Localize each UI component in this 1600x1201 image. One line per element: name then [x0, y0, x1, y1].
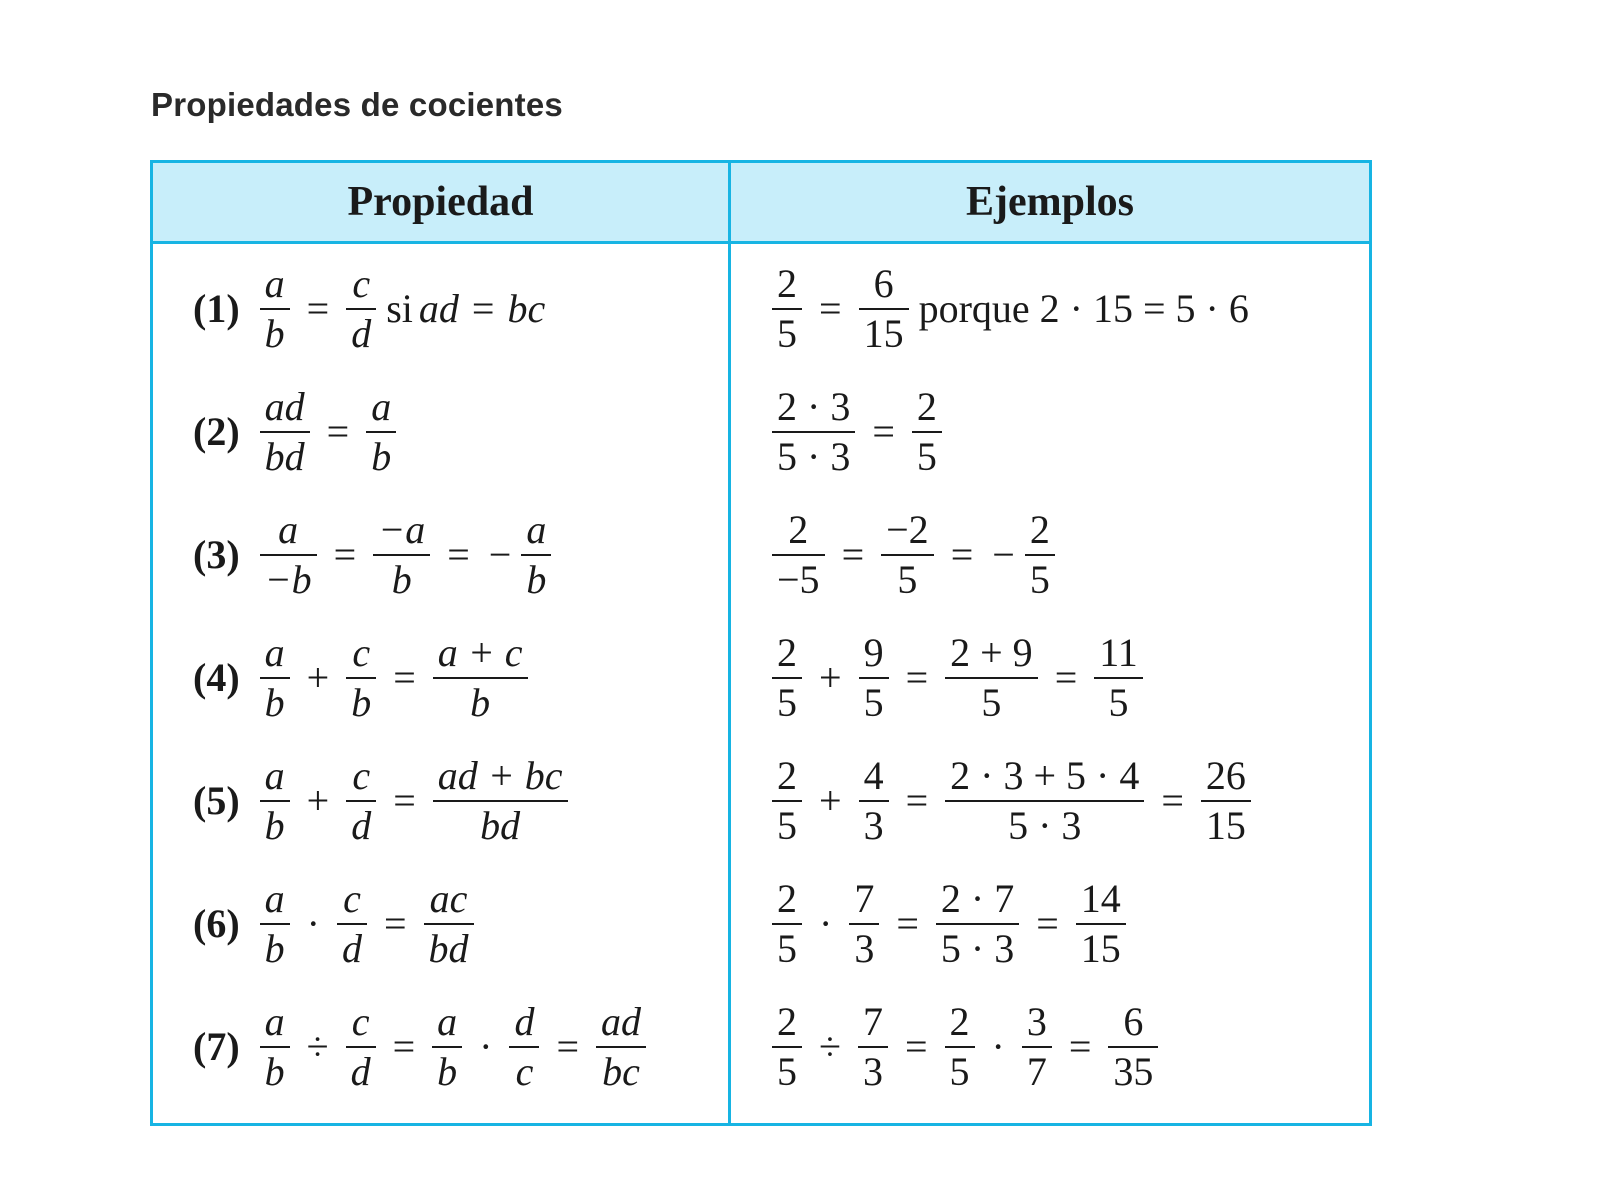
fraction — [346, 629, 376, 727]
denominator: 15 — [1080, 925, 1121, 971]
denominator: 5 — [777, 802, 797, 848]
denominator: 5 — [949, 1048, 970, 1094]
column-divider — [728, 163, 731, 1123]
property-cell — [193, 247, 723, 370]
numerator: a — [432, 998, 462, 1048]
operator: ÷ — [306, 1024, 329, 1069]
property-number: (7) — [193, 1024, 240, 1069]
fraction — [1076, 875, 1126, 973]
numerator: a — [260, 506, 317, 556]
denominator: 5 — [1108, 679, 1129, 725]
operator: = — [556, 1024, 580, 1069]
operator: = — [841, 532, 865, 577]
fraction — [521, 506, 551, 604]
property-number: (2) — [193, 409, 240, 454]
denominator: b — [264, 925, 285, 971]
math-text: − — [488, 532, 512, 577]
denominator: 5 · 3 — [940, 925, 1015, 971]
fraction — [849, 875, 879, 973]
operator: = — [392, 1024, 416, 1069]
example-cell — [768, 739, 1368, 862]
fraction — [433, 752, 568, 850]
property-cell — [193, 985, 723, 1108]
numerator: ad — [260, 383, 310, 433]
numerator: 2 · 3 + 5 · 4 — [945, 752, 1144, 802]
operator: · — [991, 1024, 1005, 1069]
math-expression: ad — [418, 286, 459, 331]
fraction — [772, 260, 802, 358]
page-title: Propiedades de cocientes — [151, 86, 563, 123]
operator: = — [393, 655, 416, 700]
numerator: 2 + 9 — [945, 629, 1038, 679]
property-cell — [193, 370, 723, 493]
fraction — [346, 998, 376, 1096]
denominator: b — [526, 556, 547, 602]
numerator: c — [337, 875, 367, 925]
numerator: c — [346, 998, 376, 1048]
denominator: b — [264, 310, 285, 356]
numerator: 2 — [772, 752, 802, 802]
numerator: −a — [373, 506, 430, 556]
numerator: c — [346, 629, 376, 679]
operator: = — [393, 778, 416, 823]
operator: ÷ — [819, 1024, 841, 1069]
denominator: 3 — [863, 802, 884, 848]
example-cell — [768, 370, 1368, 493]
denominator: bd — [428, 925, 469, 971]
fraction — [772, 506, 825, 604]
numerator: a — [366, 383, 396, 433]
fraction — [859, 752, 889, 850]
math-expression: bc — [507, 286, 546, 331]
denominator: b — [371, 433, 392, 479]
fraction — [433, 629, 528, 727]
numerator: a — [260, 752, 290, 802]
fraction — [772, 752, 802, 850]
denominator: b — [264, 679, 285, 725]
numerator: 2 — [772, 875, 802, 925]
fraction — [424, 875, 474, 973]
example-cell — [768, 247, 1368, 370]
property-number: (4) — [193, 655, 240, 700]
fraction — [1201, 752, 1251, 850]
operator: = — [326, 409, 350, 454]
numerator: 2 · 7 — [936, 875, 1019, 925]
numerator: a — [260, 998, 290, 1048]
denominator: bc — [602, 1048, 640, 1094]
example-cell — [768, 616, 1368, 739]
operator: + — [306, 655, 330, 700]
property-number: (5) — [193, 778, 240, 823]
operator: · — [819, 901, 833, 946]
property-cell — [193, 493, 723, 616]
denominator: d — [341, 925, 362, 971]
numerator: 14 — [1076, 875, 1126, 925]
operator: = — [950, 532, 974, 577]
numerator: 9 — [859, 629, 889, 679]
numerator: ac — [424, 875, 474, 925]
denominator: 5 — [981, 679, 1002, 725]
fraction — [260, 383, 310, 481]
fraction — [945, 752, 1144, 850]
quotient-properties-table — [150, 160, 1372, 1126]
numerator: 2 — [772, 506, 825, 556]
numerator: 4 — [859, 752, 889, 802]
fraction — [260, 875, 290, 973]
denominator: b — [391, 556, 412, 602]
denominator: 5 — [777, 310, 797, 356]
numerator: 2 — [1025, 506, 1055, 556]
denominator: 5 · 3 — [777, 433, 851, 479]
math-text: porque 2 · 15 = 5 · 6 — [918, 286, 1249, 331]
fraction — [881, 506, 934, 604]
denominator: b — [470, 679, 491, 725]
operator: + — [819, 778, 842, 823]
operator: = — [905, 655, 929, 700]
fraction — [373, 506, 430, 604]
fraction — [936, 875, 1019, 973]
denominator: b — [264, 1048, 285, 1094]
numerator: 3 — [1022, 998, 1052, 1048]
fraction — [1094, 629, 1143, 727]
property-number: (3) — [193, 532, 240, 577]
fraction — [337, 875, 367, 973]
denominator: d — [351, 310, 372, 356]
denominator: 5 — [897, 556, 918, 602]
fraction — [260, 260, 290, 358]
property-cell — [193, 616, 723, 739]
fraction — [260, 506, 317, 604]
numerator: 2 · 3 — [772, 383, 855, 433]
denominator: −b — [264, 556, 312, 602]
numerator: 2 — [772, 629, 802, 679]
fraction — [346, 752, 376, 850]
denominator: 7 — [1026, 1048, 1047, 1094]
fraction — [772, 629, 802, 727]
operator: = — [896, 901, 919, 946]
operator: = — [471, 286, 495, 331]
header-examples: Ejemplos — [966, 179, 1134, 225]
numerator: a — [521, 506, 551, 556]
denominator: 3 — [854, 925, 875, 971]
fraction — [1025, 506, 1055, 604]
table-header — [153, 163, 1369, 244]
denominator: bd — [480, 802, 521, 848]
fraction — [912, 383, 942, 481]
numerator: 7 — [849, 875, 879, 925]
denominator: d — [351, 802, 372, 848]
example-cell — [768, 493, 1368, 616]
denominator: 3 — [862, 1048, 883, 1094]
operator: = — [1068, 1024, 1092, 1069]
property-cell — [193, 739, 723, 862]
denominator: c — [515, 1048, 534, 1094]
denominator: b — [351, 679, 372, 725]
numerator: 6 — [1108, 998, 1158, 1048]
numerator: 2 — [912, 383, 942, 433]
denominator: 5 — [777, 679, 797, 725]
numerator: d — [509, 998, 539, 1048]
numerator: 6 — [859, 260, 909, 310]
operator: = — [306, 286, 330, 331]
fraction — [509, 998, 539, 1096]
fraction — [858, 998, 888, 1096]
fraction — [260, 998, 290, 1096]
fraction — [772, 875, 802, 973]
denominator: 5 · 3 — [1008, 802, 1082, 848]
numerator: 26 — [1201, 752, 1251, 802]
operator: = — [905, 778, 929, 823]
numerator: a — [260, 260, 290, 310]
numerator: 2 — [945, 998, 975, 1048]
denominator: 5 — [777, 1048, 797, 1094]
denominator: 5 — [777, 925, 797, 971]
denominator: b — [264, 802, 285, 848]
numerator: −2 — [881, 506, 934, 556]
math-text: − — [992, 532, 1015, 577]
numerator: ad + bc — [433, 752, 568, 802]
numerator: a + c — [433, 629, 528, 679]
numerator: 2 — [772, 260, 802, 310]
operator: = — [1036, 901, 1059, 946]
numerator: a — [260, 629, 290, 679]
denominator: 5 — [863, 679, 884, 725]
fraction — [346, 260, 376, 358]
operator: + — [306, 778, 330, 823]
fraction — [1108, 998, 1158, 1096]
fraction — [260, 629, 290, 727]
fraction — [945, 998, 975, 1096]
denominator: 5 — [916, 433, 937, 479]
fraction — [366, 383, 396, 481]
operator: = — [872, 409, 895, 454]
denominator: 15 — [863, 310, 904, 356]
operator: = — [904, 1024, 928, 1069]
operator: = — [383, 901, 407, 946]
property-number: (1) — [193, 286, 240, 331]
property-number: (6) — [193, 901, 240, 946]
numerator: c — [346, 260, 376, 310]
fraction — [596, 998, 646, 1096]
fraction — [859, 629, 889, 727]
fraction — [772, 383, 855, 481]
operator: · — [306, 901, 320, 946]
denominator: bd — [264, 433, 305, 479]
header-property: Propiedad — [347, 179, 534, 225]
operator: = — [1161, 778, 1184, 823]
fraction — [1022, 998, 1052, 1096]
denominator: d — [350, 1048, 371, 1094]
numerator: a — [260, 875, 290, 925]
operator: + — [819, 655, 842, 700]
numerator: ad — [596, 998, 646, 1048]
denominator: −5 — [777, 556, 820, 602]
numerator: 7 — [858, 998, 888, 1048]
operator: = — [447, 532, 470, 577]
operator: = — [819, 286, 842, 331]
example-cell — [768, 985, 1368, 1108]
property-cell — [193, 862, 723, 985]
math-text: si — [386, 286, 413, 331]
fraction — [772, 998, 802, 1096]
denominator: 5 — [1029, 556, 1050, 602]
numerator: 11 — [1094, 629, 1143, 679]
operator: = — [333, 532, 357, 577]
operator: · — [479, 1024, 493, 1069]
fraction — [432, 998, 462, 1096]
denominator: 15 — [1205, 802, 1246, 848]
denominator: b — [437, 1048, 458, 1094]
denominator: 35 — [1113, 1048, 1154, 1094]
numerator: c — [346, 752, 376, 802]
numerator: 2 — [772, 998, 802, 1048]
fraction — [945, 629, 1038, 727]
fraction — [260, 752, 290, 850]
example-cell — [768, 862, 1368, 985]
operator: = — [1054, 655, 1078, 700]
fraction — [859, 260, 909, 358]
